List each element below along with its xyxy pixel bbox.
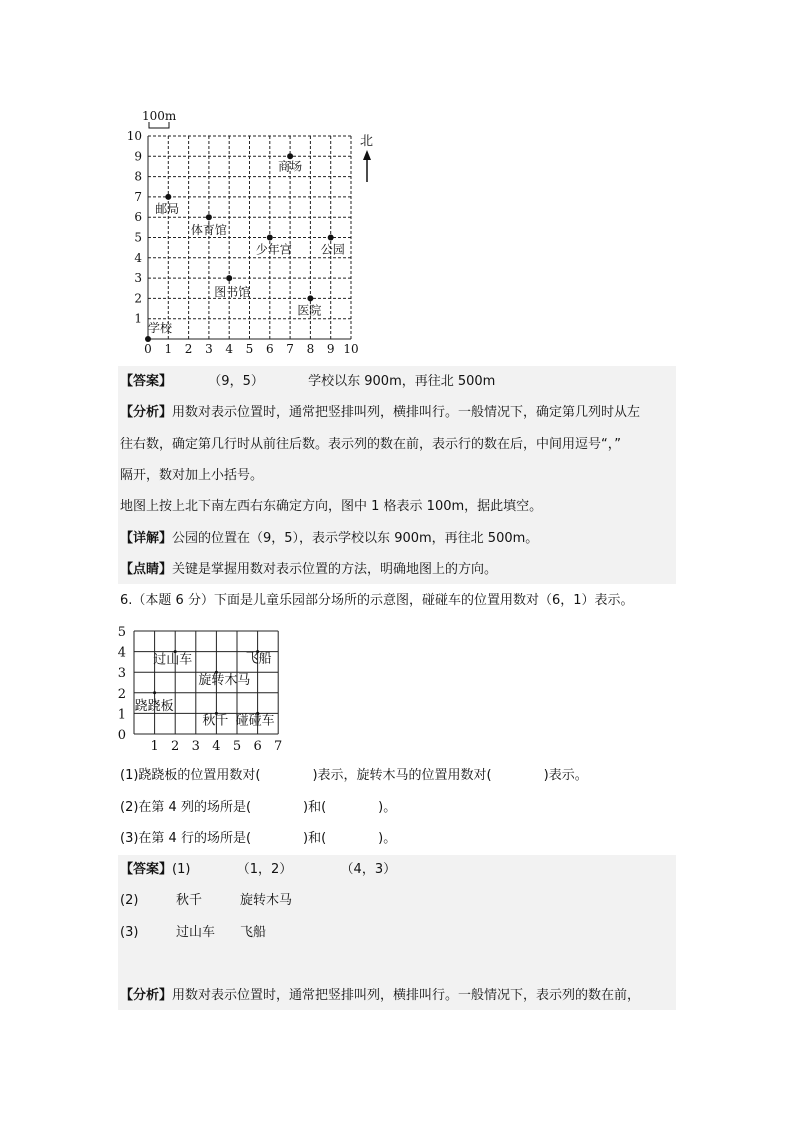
answer-3-value-2: 飞船 xyxy=(240,925,267,940)
x-tick-label: 10 xyxy=(343,342,359,356)
y-tick-label: 4 xyxy=(117,645,126,661)
q6-analysis-line xyxy=(120,986,640,1006)
analysis-tag: 【分析】 xyxy=(120,988,173,1003)
answer-2-value-2: 旋转木马 xyxy=(240,893,293,908)
analysis-tag: 【分析】 xyxy=(120,405,173,420)
y-tick-label: 5 xyxy=(117,625,126,640)
answer-1-label: (1) xyxy=(172,862,191,877)
q5-analysis-line-4: 地图上按上北下南左西右东确定方向，图中 1 格表示 100m，据此填空。 xyxy=(120,499,543,514)
x-tick-label: 4 xyxy=(212,739,221,754)
place-label: 旋转木马 xyxy=(198,673,251,689)
detail-tag: 【详解】 xyxy=(120,531,173,546)
y-tick-label: 6 xyxy=(134,210,142,225)
x-tick-label: 6 xyxy=(253,739,262,754)
y-tick-label: 7 xyxy=(134,189,142,204)
place-label: 跷跷板 xyxy=(134,698,174,714)
x-tick-label: 5 xyxy=(232,739,242,754)
y-tick-label: 1 xyxy=(117,707,126,723)
tip-text: 关键是掌握用数对表示位置的方法，明确地图上的方向。 xyxy=(172,562,498,577)
detail-text: 公园的位置在（9，5），表示学校以东 900m，再往北 500m。 xyxy=(172,531,539,546)
place-dot xyxy=(153,691,156,694)
x-tick-label: 7 xyxy=(274,739,283,754)
answer-1-value-2: （4，3） xyxy=(340,862,397,877)
map-park-grid xyxy=(112,622,297,757)
q5-analysis-line-3: 隔开，数对加上小括号。 xyxy=(120,468,264,483)
y-tick-label: 8 xyxy=(134,169,142,184)
place-label: 商场 xyxy=(278,159,303,174)
x-tick-label: 5 xyxy=(245,342,254,356)
y-tick-label: 5 xyxy=(134,230,142,245)
answer-pair: （9，5） xyxy=(208,374,264,389)
analysis-text-1: 用数对表示位置时，通常把竖排叫列，横排叫行。一般情况下，确定第几列时从左 xyxy=(172,405,641,420)
answer-1-value-1: （1，2） xyxy=(236,862,293,877)
place-dot xyxy=(145,336,151,342)
place-dot xyxy=(328,235,334,241)
x-tick-label: 2 xyxy=(171,739,180,754)
place-label: 过山车 xyxy=(153,652,193,668)
answer-2-label: (2) xyxy=(120,893,139,908)
y-tick-label: 2 xyxy=(117,686,126,702)
place-dot xyxy=(206,214,212,220)
answer-desc: 学校以东 900m，再往北 500m xyxy=(308,374,496,389)
x-tick-label: 4 xyxy=(225,342,234,356)
y-tick-label: 0 xyxy=(117,728,126,743)
answer-3-value-1: 过山车 xyxy=(176,925,216,940)
place-label: 医院 xyxy=(297,303,322,318)
place-label: 少年宫 xyxy=(255,242,292,257)
x-tick-label: 1 xyxy=(150,739,159,754)
scale-label: 100m xyxy=(142,109,177,123)
place-label: 邮局 xyxy=(155,201,180,216)
x-tick-label: 1 xyxy=(164,342,173,356)
x-tick-label: 7 xyxy=(286,342,294,356)
y-tick-label: 10 xyxy=(126,129,142,143)
place-dot xyxy=(226,275,232,281)
q6-sub2: (2)在第 4 列的场所是( )和( )。 xyxy=(120,800,397,815)
q5-analysis-line-1 xyxy=(120,403,640,423)
scale-bar xyxy=(142,109,177,128)
map-school-grid xyxy=(120,100,390,362)
y-tick-label: 3 xyxy=(134,271,142,286)
q6-sub3: (3)在第 4 行的场所是( )和( )。 xyxy=(120,831,397,846)
y-tick-label: 9 xyxy=(134,149,142,164)
answer-tag: 【答案】 xyxy=(120,374,173,389)
q5-analysis-line-2: 往右数，确定第几行时从前往后数。表示列的数在前，表示行的数在后，中间用逗号“，” xyxy=(120,437,621,452)
x-tick-label: 6 xyxy=(265,342,274,356)
analysis-text: 用数对表示位置时，通常把竖排叫列，横排叫行。一般情况下，表示列的数在前， xyxy=(172,988,641,1003)
x-tick-label: 2 xyxy=(184,342,193,356)
x-tick-label: 8 xyxy=(306,342,315,356)
place-dot xyxy=(267,235,273,241)
place-label: 学校 xyxy=(148,321,173,335)
q6-sub1: (1)跷跷板的位置用数对( )表示，旋转木马的位置用数对( )表示。 xyxy=(120,768,588,783)
north-label: 北 xyxy=(360,134,374,149)
x-tick-label: 3 xyxy=(191,739,200,754)
q5-detail-line xyxy=(120,529,538,549)
q5-tip-line xyxy=(120,560,497,580)
place-label: 公园 xyxy=(320,242,345,257)
place-label: 图书馆 xyxy=(214,285,251,300)
y-tick-label: 3 xyxy=(117,666,126,682)
place-label: 秋千 xyxy=(202,713,229,729)
place-label: 飞船 xyxy=(245,651,272,667)
q6-answer-line-1 xyxy=(120,860,396,880)
tip-tag: 【点睛】 xyxy=(120,562,173,577)
place-dot xyxy=(165,194,171,200)
q6-answer-line-3 xyxy=(120,923,266,943)
y-tick-label: 2 xyxy=(134,291,142,306)
x-tick-label: 3 xyxy=(205,342,213,356)
q6-answer-line-2 xyxy=(120,891,292,911)
answer-2-value-1: 秋千 xyxy=(176,893,203,908)
place-label: 体育馆 xyxy=(190,223,227,238)
q5-answer-line xyxy=(120,372,495,392)
y-tick-label: 4 xyxy=(134,250,142,265)
answer-3-label: (3) xyxy=(120,925,139,940)
x-tick-label: 0 xyxy=(144,342,152,356)
north-arrow-icon xyxy=(360,134,373,182)
y-tick-label: 1 xyxy=(134,311,142,326)
place-dot xyxy=(307,295,313,301)
place-label: 碰碰车 xyxy=(235,713,275,729)
answer-tag: 【答案】 xyxy=(120,862,173,877)
q6-title: 6.（本题 6 分）下面是儿童乐园部分场所的示意图，碰碰车的位置用数对（6，1）表示。 xyxy=(120,593,634,608)
x-tick-label: 9 xyxy=(326,342,335,356)
